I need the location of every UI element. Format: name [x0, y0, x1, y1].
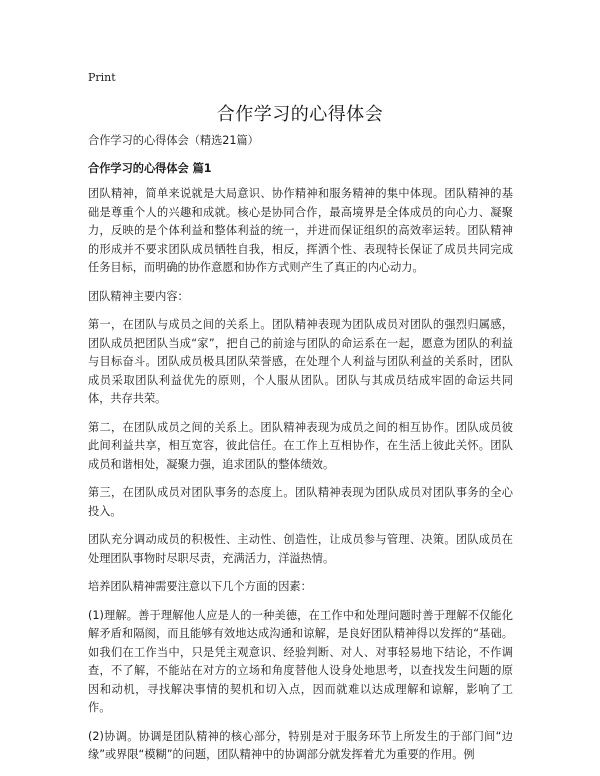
paragraph: 第一，在团队与成员之间的关系上。团队精神表现为团队成员对团队的强烈归属感，团队成员把团队当成“家”，把自己的前途与团队的命运系在一起，愿意为团队的利益与目标奋斗。团队成员极具团队荣誉感，在处理个人利益与团队利益的关系时，团队成员采取团队利益优先的原则，个人服从团队。团队与其成员结成牢固的命运共同体，共存共荣。 — [88, 318, 513, 405]
paragraph: (1)理解。善于理解他人应是人的一种美德，在工作中和处理问题时善于理解不仅能化解矛盾和隔阂，而且能够有效地达成沟通和谅解，是良好团队精神得以发挥的“基础。如我们在工作当中，只是凭主观意识、经验判断、对人、对事轻易地下结论，不作调查，不了解，不能站在对方的立场和角度替他人设身处地思考，以查找发生问题的原因和动机，寻找解决事情的契机和切入点，因而就难以达成理解和谅解，影响了工作。 — [88, 608, 513, 714]
paragraph: 培养团队精神需要注意以下几个方面的因素： — [88, 580, 312, 593]
document-subtitle: 合作学习的心得体会（精选21篇） — [88, 134, 259, 147]
paragraph: 第三，在团队成员对团队事务的态度上。团队精神表现为团队成员对团队事务的全心投入。 — [88, 486, 513, 518]
section-heading: 合作学习的心得体会 篇1 — [88, 161, 212, 175]
document-title: 合作学习的心得体会 — [216, 104, 384, 125]
paragraph: 团队充分调动成员的积极性、主动性、创造性，让成员参与管理、决策。团队成员在处理团队事物时尽职尽责，充满活力，洋溢热情。 — [88, 533, 513, 565]
paragraph: 团队精神，简单来说就是大局意识、协作精神和服务精神的集中体现。团队精神的基础是尊重个人的兴趣和成就。核心是协同合作，最高境界是全体成员的向心力、凝聚力，反映的是个体利益和整体利益的统一，并进而保证组织的高效率运转。团队精神的形成并不要求团队成员牺牲自我，相反，挥洒个性、表现特长保证了成员共同完成任务目标，而明确的协作意愿和协作方式则产生了真正的内心动力。 — [88, 187, 513, 274]
print-link[interactable]: Print — [88, 71, 116, 84]
paragraph: (2)协调。协调是团队精神的核心部分，特别是对于服务环节上所发生的于部门间“边缘”或界限“模糊”的问题，团队精神中的协调部分就发挥着尤为重要的作用。例 — [88, 729, 513, 761]
paragraph: 第二，在团队成员之间的关系上。团队精神表现为成员之间的相互协作。团队成员彼此间利益共享，相互宽容，彼此信任。在工作上互相协作，在生活上彼此关怀。团队成员和谐相处，凝聚力强，追求团队的整体绩效。 — [88, 420, 513, 471]
document-body — [88, 132, 513, 775]
paragraph: 团队精神主要内容： — [88, 289, 189, 303]
